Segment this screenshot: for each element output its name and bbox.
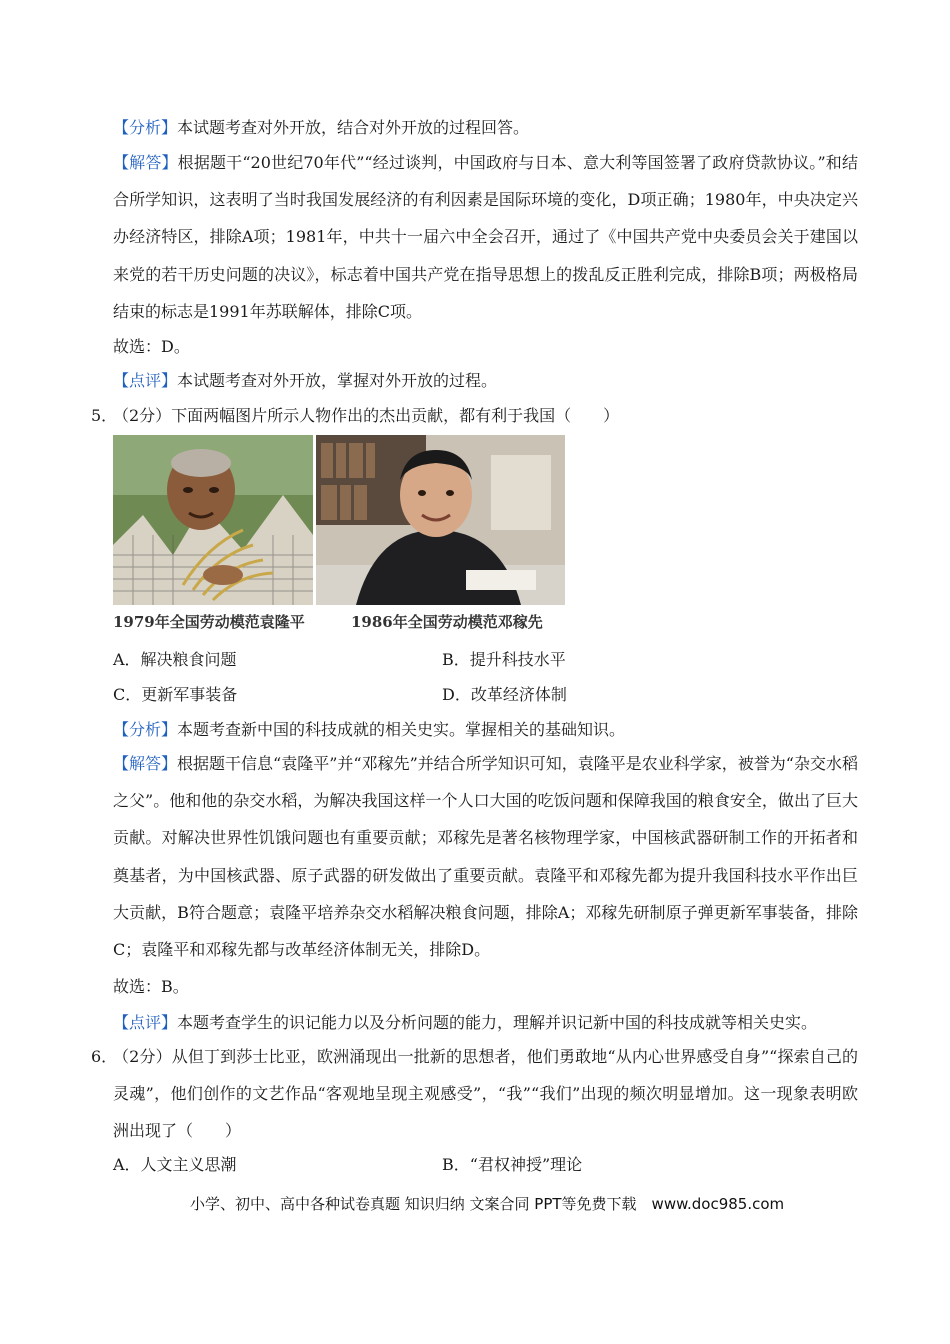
photo-caption-left: 1979年全国劳动模范袁隆平: [113, 613, 305, 631]
question-stem: （2分）下面两幅图片所示人物作出的杰出贡献，都有利于我国（ ）: [113, 406, 620, 425]
option-b: B．提升科技水平: [442, 650, 566, 669]
photo-deng-jiaxian: [316, 435, 565, 605]
analysis-tag: 【分析】: [113, 118, 178, 137]
review-tag: 【点评】: [113, 1013, 178, 1032]
choice-line: 故选：B。: [113, 977, 189, 996]
option-d: D．改革经济体制: [442, 685, 567, 704]
analysis-tag: 【分析】: [113, 720, 178, 739]
review-line: [113, 1013, 817, 1033]
question-number: 6．: [91, 1047, 118, 1066]
photo-pair: [113, 435, 565, 635]
question-stem: （2分）从但丁到莎士比亚，欧洲涌现出一批新的思想者，他们勇敢地“从内心世界感受自身”“探索自己的灵魂”，他们创作的文艺作品“客观地呈现主观感受”，“我”“我们”出现的频次明显增加。这一现象表明欧洲出现了（ ）: [113, 1047, 858, 1141]
analysis-text: 本题考查新中国的科技成就的相关史实。掌握相关的基础知识。: [177, 720, 626, 739]
option-c: C．更新军事装备: [113, 685, 238, 704]
review-tag: 【点评】: [113, 371, 178, 390]
analysis-line: [113, 720, 625, 740]
option-a: A．人文主义思潮: [113, 1155, 237, 1174]
question-number: 5．: [91, 406, 118, 425]
portrait-image: [316, 435, 565, 605]
analysis-line: [113, 118, 529, 138]
answer-paragraph: [113, 745, 858, 968]
photo-caption-right: 1986年全国劳动模范邓稼先: [351, 613, 543, 631]
choice-line: 故选：D。: [113, 337, 190, 356]
option-b: B．“君权神授”理论: [442, 1155, 583, 1174]
answer-tag: 【解答】: [113, 153, 178, 172]
answer-paragraph: [113, 144, 858, 330]
review-line: [113, 371, 497, 391]
portrait-image: [113, 435, 313, 605]
answer-text: 根据题干“20世纪70年代”“经过谈判，中国政府与日本、意大利等国签署了政府贷款协议。”和结合所学知识，这表明了当时我国发展经济的有利因素是国际环境的变化，D项正确；1980年，中央决定兴办经济特区，排除A项；1981年，中共十一届六中全会召开，通过了《中国共产党中央委员会关于建国以来党的若干历史问题的决议》，标志着中国共产党在指导思想上的拨乱反正胜利完成，排除B项；两极格局结束的标志是1991年苏联解体，排除C项。: [113, 153, 858, 321]
answer-tag: 【解答】: [113, 754, 178, 773]
page-footer: 小学、初中、高中各种试卷真题 知识归纳 文案合同 PPT等免费下载 www.doc985.com: [190, 1195, 785, 1213]
review-text: 本试题考查对外开放，掌握对外开放的过程。: [177, 371, 498, 390]
option-a: A．解决粮食问题: [113, 650, 237, 669]
photo-yuan-longping: [113, 435, 313, 605]
answer-text: 根据题干信息“袁隆平”并“邓稼先”并结合所学知识可知，袁隆平是农业科学家，被誉为“杂交水稻之父”。他和他的杂交水稻，为解决我国这样一个人口大国的吃饭问题和保障我国的粮食安全，做出了巨大贡献。对解决世界性饥饿问题也有重要贡献；邓稼先是著名核物理学家，中国核武器研制工作的开拓者和奠基者，为中国核武器、原子武器的研发做出了重要贡献。袁隆平和邓稼先都为提升我国科技水平作出巨大贡献，B符合题意；袁隆平培养杂交水稻解决粮食问题，排除A；邓稼先研制原子弹更新军事装备，排除C；袁隆平和邓稼先都与改革经济体制无关，排除D。: [113, 754, 858, 960]
review-text: 本题考查学生的识记能力以及分析问题的能力，理解并识记新中国的科技成就等相关史实。: [177, 1013, 818, 1032]
analysis-text: 本试题考查对外开放，结合对外开放的过程回答。: [177, 118, 530, 137]
